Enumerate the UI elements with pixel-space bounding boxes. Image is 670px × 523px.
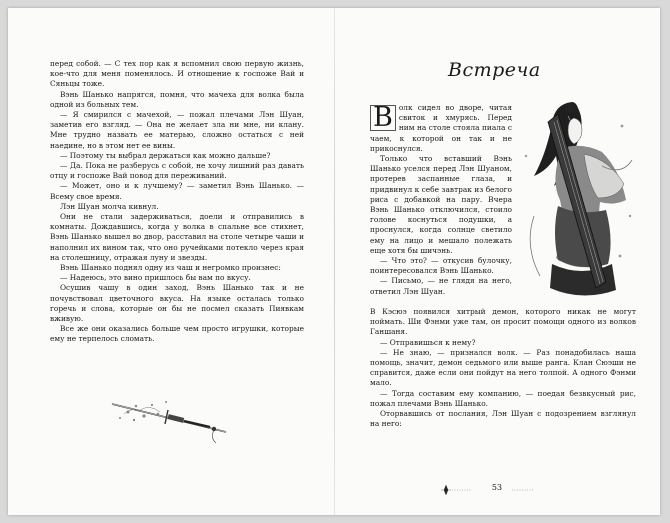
paragraph: Все же они оказались больше чем просто игрушки, которые ему не терпелось сломать. (50, 324, 304, 344)
paragraph (370, 103, 512, 154)
paragraph: — Может, оно и к лучшему? — заметил Вэнь Шанько. — Всему свое время. (50, 181, 304, 201)
book-spread (8, 8, 660, 515)
drop-cap: В (370, 105, 396, 131)
paragraph: Вэнь Шанько поднял одну из чаш и негромко произнес: (60, 263, 281, 273)
figure-with-guqin-illustration (512, 96, 638, 306)
paragraph: Лэн Шуан молча кивнул. (60, 201, 159, 211)
paragraph: Только что вставший Вэнь Шанько уселся перед Лэн Шуаном, протерев заспанные глаза, и придвинул к себе завтрак из белого риса с добавкой на пару. Вчера Вэнь Шанько отключился, стоило голове коснуться подушки, а проснулся, когда солнце светило ему на лицо и мешало полежать еще хотя бы шичэнь. (370, 154, 512, 255)
paragraph: — Надеюсь, это вино пришлось бы вам по вкусу. (60, 273, 251, 283)
paragraph: перед собой. — С тех пор как я вспомнил свою первую жизнь, кое-что для меня поменялось. И отношение к госпоже Вай и Сяньцы тоже. (50, 59, 304, 89)
sword-with-blossoms-ornament (106, 392, 232, 444)
paragraph: В Кэсюэ появился хитрый демон, которого никак не могут поймать. Ши Фэнми уже там, он просит помощи одного из волков Ганшаня. (370, 307, 636, 337)
paragraph: Осушив чашу в один заход, Вэнь Шанько так и не почувствовал цветочного вкуса. На языке осталась только горечь и слова, которые он бы не посмел сказать Пиявкам вживую. (50, 283, 304, 324)
right-page-continued-text (370, 307, 636, 429)
paragraph: Они не стали задерживаться, доели и отправились в комнаты. Дождавшись, когда у волка в спальне все стихнет, Вэнь Шанько вышел во двор, расставил на столе четыре чаши и наполнил их вином так, что оно ручейками потекло через края на столешницу, отражая луну и звезды. (50, 212, 304, 262)
paragraph: Оторвавшись от послания, Лэн Шуан с подозрением взглянул на него: (370, 409, 636, 429)
chapter-title: Встреча (448, 59, 541, 81)
paragraph: — Отправишься к нему? (380, 337, 476, 347)
right-page-opening-text (370, 103, 512, 297)
paragraph: — Письмо, — не глядя на него, ответил Лэн Шуан. (370, 276, 512, 296)
paragraph: — Поэтому ты выбрал держаться как можно дальше? (60, 150, 271, 160)
paragraph-body: олк сидел во дворе, читая свиток и хмурясь. Перед ним на столе стояла пиала с чаем, к которой он так и не прикоснулся. (370, 103, 512, 153)
paragraph: — Не знаю, — признался волк. — Раз понадобилась наша помощь, значит, демон седьмого или выше ранга. Клан Сюэши не справится, даже если они пойдут на него толпой. А одного Фэнми мало. (370, 347, 636, 388)
paragraph: — Что это? — откусив булочку, поинтересовался Вэнь Шанько. (370, 256, 512, 276)
left-page-text (50, 59, 304, 345)
paragraph: — Я смирился с мачехой, — пожал плечами Лэн Шуан, заметив его взгляд. — Она не желает зла ни мне, ни клану. Мне трудно назвать ее матерью, сложно остаться с ней наедине, но в этом нет ее вины. (50, 110, 304, 150)
book-gutter (334, 8, 335, 515)
paragraph: — Тогда составим ему компанию, — поедая безвкусный рис, пожал плечами Вэнь Шанько. (370, 388, 636, 408)
page-number: 53 (491, 483, 503, 492)
paragraph: Вэнь Шанько напрягся, помня, что мачеха для волка была одной из больных тем. (50, 89, 304, 109)
paragraph: — Да. Пока не разберусь с собой, не хочу лишний раз давать отцу и госпоже Вай повод для переживаний. (50, 161, 304, 181)
